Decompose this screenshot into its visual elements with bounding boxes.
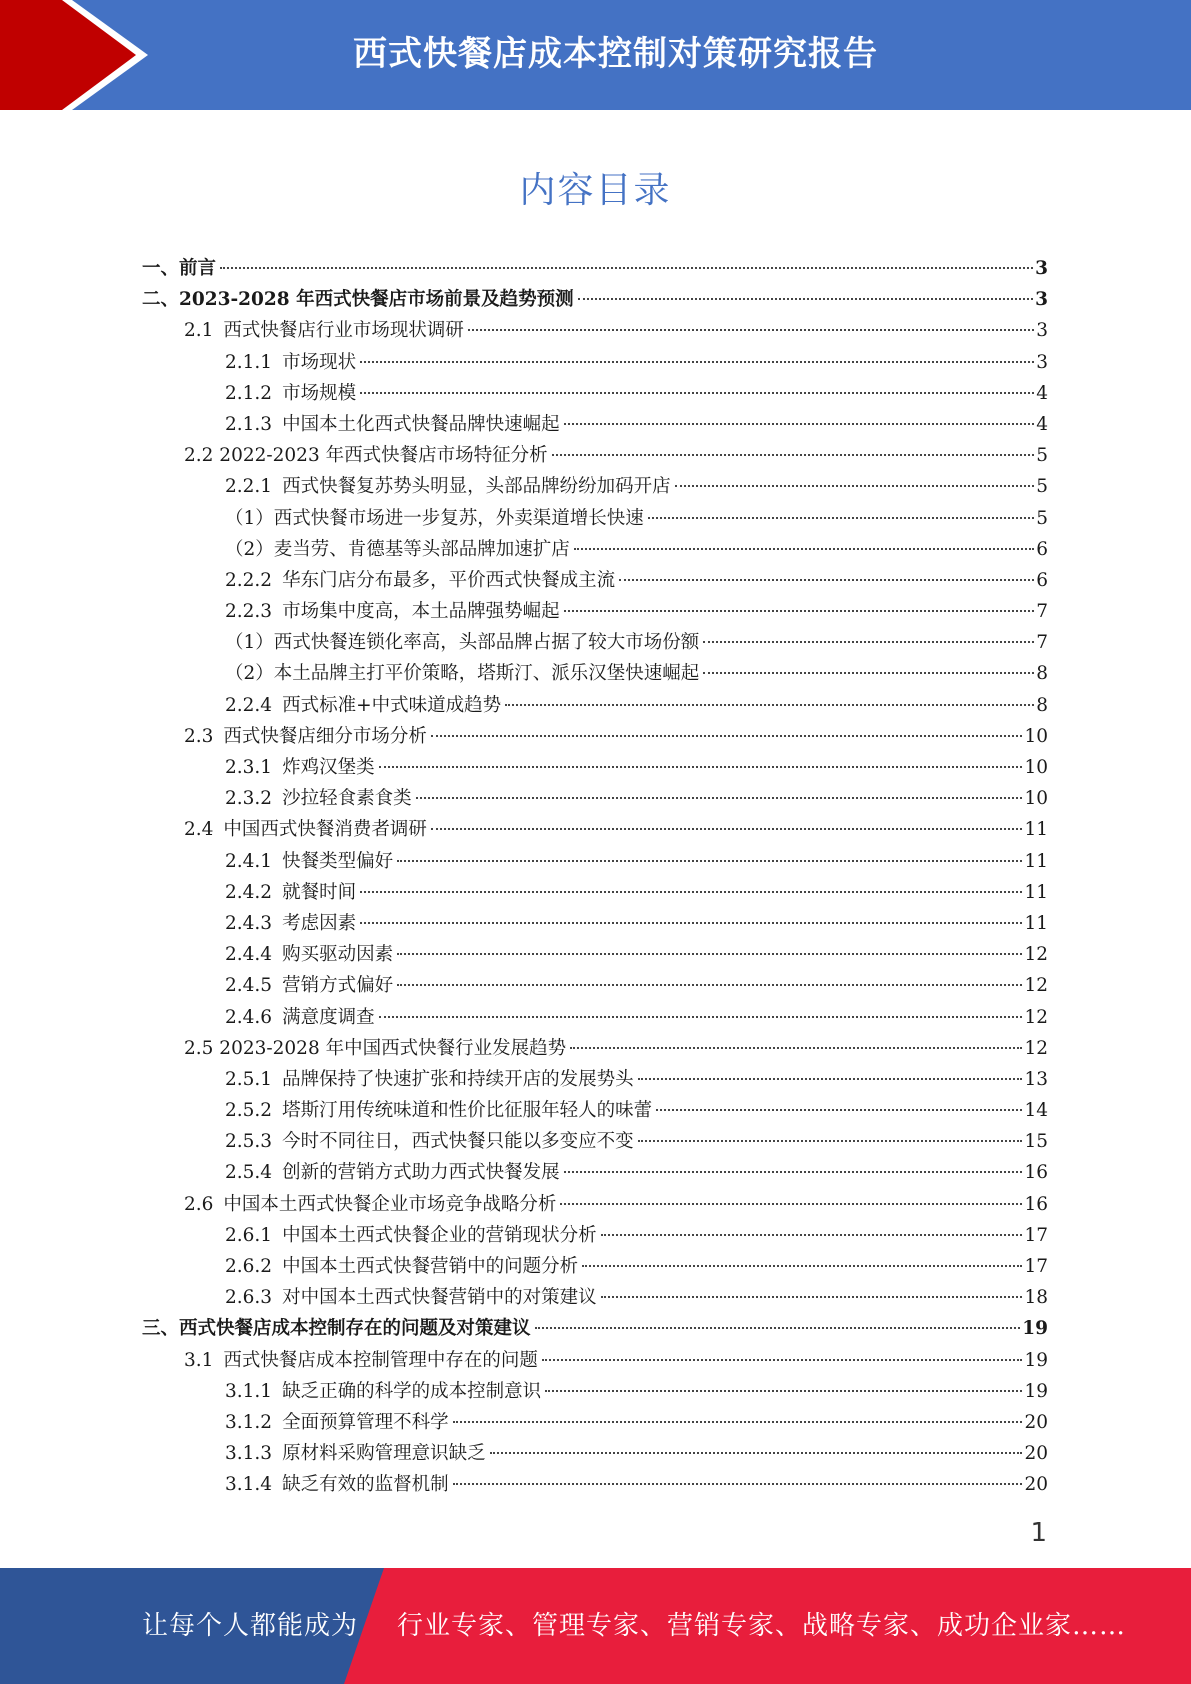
toc-dot-leader [360,392,1034,394]
toc-entry[interactable] [142,1407,1048,1438]
toc-entry-label [225,1126,634,1157]
toc-entry-page: 3 [1036,320,1048,342]
toc-entry-text: 炸鸡汉堡类 [282,757,375,778]
toc-entry-text: 西式快餐复苏势头明显，头部品牌纷纷加码开店 [282,476,671,498]
toc-entry-page: 8 [1036,694,1048,716]
toc-entry[interactable] [142,970,1048,1001]
toc-entry-page: 14 [1024,1100,1048,1122]
toc-entry-number: 2.6.1 [225,1224,273,1246]
toc-dot-leader [601,1234,1023,1236]
toc-entry-text: （1）西式快餐连锁化率高，头部品牌占据了较大市场份额 [225,632,700,654]
toc-entry-text: 2023-2028 年西式快餐店市场前景及趋势预测 [179,289,574,311]
toc-entry-text: 西式快餐店成本控制存在的问题及对策建议 [179,1318,531,1340]
toc-dot-leader [542,1359,1023,1361]
toc-entry-label [142,284,574,315]
footer-slogan-right: 行业专家、管理专家、营销专家、战略专家、成功企业家…… [397,1611,1127,1641]
toc-entry-text: 市场现状 [282,351,357,373]
toc-entry-label [225,627,699,658]
toc-entry-page: 19 [1022,1318,1048,1340]
toc-entry-text: 塔斯汀用传统味道和性价比征服年轻人的味蕾 [282,1100,653,1122]
toc-entry-page: 13 [1024,1068,1048,1090]
toc-entry-label [184,315,464,346]
toc-dot-leader [574,548,1034,550]
toc-entry-label [225,783,412,814]
toc-entry-number: 3.1.2 [225,1411,273,1433]
toc-entry-page: 8 [1036,663,1048,685]
toc-dot-leader [703,672,1034,674]
toc-entry-text: 西式快餐店行业市场现状调研 [223,320,464,342]
report-header [0,0,1191,110]
toc-entry-text: 西式标准+中式味道成趋势 [282,694,502,716]
toc-dot-leader [675,485,1035,487]
toc-entry-text: 华东门店分布最多，平价西式快餐成主流 [282,569,616,591]
report-footer [0,1568,1191,1684]
toc-dot-leader [453,1421,1023,1423]
toc-entry[interactable] [142,440,1048,471]
toc-entry-page: 20 [1024,1411,1048,1433]
toc-entry[interactable] [142,409,1048,440]
toc-entry[interactable] [142,1282,1048,1313]
toc-entry-page: 17 [1024,1256,1048,1277]
toc-dot-leader [416,797,1023,799]
toc-entry[interactable] [142,1220,1048,1251]
toc-dot-leader [578,298,1034,300]
toc-entry-number: 2.2.4 [225,694,273,716]
toc-entry-number: 2.1.2 [225,382,273,404]
toc-entry-text: （1）西式快餐市场进一步复苏，外卖渠道增长快速 [225,507,644,529]
toc-entry-page: 20 [1024,1443,1048,1465]
toc-dot-leader [552,454,1035,456]
toc-dot-leader [431,735,1023,737]
toc-entry-page: 3 [1035,289,1048,311]
toc-dot-leader [505,704,1034,706]
toc-entry-number: 2.3 [184,725,214,747]
toc-entry-number: 2.6 [184,1193,214,1215]
toc-dot-leader [397,953,1022,955]
toc-entry-label [142,253,216,284]
toc-entry[interactable] [142,596,1048,627]
toc-entry[interactable] [142,1126,1048,1157]
toc-entry-text: 考虑因素 [282,912,357,934]
toc-entry-number: 2.1.3 [225,413,273,435]
toc-entry-page: 17 [1024,1224,1048,1246]
toc-entry-label [225,1220,597,1251]
toc-entry-page: 12 [1024,975,1048,997]
toc-entry-page: 11 [1024,912,1048,934]
toc-entry[interactable] [142,347,1048,378]
toc-entry-label [184,721,427,752]
toc-entry-label [184,440,548,471]
toc-entry-text: 中国本土西式快餐营销中的问题分析 [282,1256,579,1277]
toc-entry-number: 2.2.3 [225,601,273,623]
toc-dot-leader [379,1016,1023,1018]
toc-entry[interactable] [142,378,1048,409]
toc-entry-page: 7 [1036,601,1048,623]
toc-entry-page: 3 [1036,351,1048,373]
toc-entry-label [225,1376,541,1407]
toc-entry-number: 2.1 [184,320,214,342]
toc-dot-leader [601,1296,1023,1298]
toc-entry-text: 前言 [179,258,217,279]
toc-entry-number: 2.4.1 [225,850,273,872]
toc-entry-number: 2.3.2 [225,788,273,810]
toc-entry-text: 2.5 2023-2028 年中国西式快餐行业发展趋势 [184,1037,567,1059]
toc-dot-leader [638,1078,1023,1080]
toc-entry[interactable] [142,534,1048,565]
toc-entry[interactable] [142,721,1048,752]
toc-dot-leader [397,984,1022,986]
toc-entry-label [225,1064,634,1095]
toc-entry-label [225,409,560,440]
toc-entry-page: 10 [1024,788,1048,810]
toc-entry-page: 5 [1036,476,1048,498]
toc-entry-number: 2.4.5 [225,975,273,997]
toc-entry-label [225,378,356,409]
toc-entry-text: 创新的营销方式助力西式快餐发展 [282,1162,560,1184]
toc-entry-page: 6 [1036,569,1048,591]
toc-dot-leader [656,1109,1022,1111]
toc-entry-text: 市场集中度高，本土品牌强势崛起 [282,601,560,623]
toc-entry[interactable] [142,908,1048,939]
toc-entry-label [225,970,393,1001]
toc-entry-number: 3.1 [184,1349,214,1371]
toc-entry-label [225,347,356,378]
toc-entry[interactable] [142,814,1048,845]
toc-entry-text: 沙拉轻食素食类 [282,788,412,810]
toc-entry-text: 中国西式快餐消费者调研 [223,819,427,841]
toc-entry-text: 缺乏有效的监督机制 [282,1474,449,1496]
toc-entry[interactable] [142,1438,1048,1469]
toc-entry-label [184,814,427,845]
toc-entry[interactable] [142,1345,1048,1376]
toc-entry-text: 市场规模 [282,382,357,404]
toc-entry[interactable] [142,284,1048,315]
toc-entry-number: 2.5.1 [225,1068,273,1090]
toc-entry-label [142,1313,531,1344]
toc-entry-number: 2.2.1 [225,476,273,498]
toc-entry-number: 2.1.1 [225,351,273,373]
toc-entry-number: 2.2.2 [225,569,273,591]
toc-entry-text: 对中国本土西式快餐营销中的对策建议 [282,1287,597,1309]
toc-dot-leader [379,766,1023,768]
toc-entry[interactable] [142,503,1048,534]
toc-entry-page: 10 [1024,725,1048,747]
toc-entry-text: 全面预算管理不科学 [282,1411,449,1433]
toc-entry-page: 7 [1036,632,1048,654]
toc-entry-page: 12 [1024,1037,1048,1059]
toc-dot-leader [535,1327,1021,1329]
toc-entry[interactable] [142,1189,1048,1220]
toc-dot-leader [564,1171,1023,1173]
toc-dot-leader [360,361,1034,363]
toc-entry[interactable] [142,1376,1048,1407]
toc-entry-label [225,877,356,908]
toc-entry-number: 2.4.6 [225,1006,273,1028]
toc-dot-leader [560,1203,1022,1205]
toc-entry-label [184,1345,538,1376]
toc-dot-leader [360,922,1022,924]
toc-entry[interactable] [142,877,1048,908]
toc-entry-text: 品牌保持了快速扩张和持续开店的发展势头 [282,1068,634,1090]
toc-dot-leader [703,641,1034,643]
toc-entry[interactable] [142,627,1048,658]
toc-entry-label [225,596,560,627]
toc-entry-page: 11 [1024,850,1048,872]
toc-dot-leader [468,329,1034,331]
toc-dot-leader [648,517,1034,519]
toc-entry-number: 3.1.3 [225,1443,273,1465]
toc-entry[interactable] [142,1002,1048,1033]
toc-entry-text: 今时不同往日，西式快餐只能以多变应不变 [282,1131,634,1153]
toc-entry-text: 中国本土化西式快餐品牌快速崛起 [282,413,560,435]
toc-entry-label [225,565,615,596]
toc-entry-page: 6 [1036,538,1048,560]
toc-entry-text: 满意度调查 [282,1006,375,1028]
toc-entry-label [184,1189,556,1220]
toc-entry-text: 营销方式偏好 [282,975,394,997]
toc-entry[interactable] [142,1033,1048,1064]
toc-entry-label [225,1469,449,1500]
toc-entry-label [225,690,501,721]
page-number: 1 [1030,1518,1047,1548]
toc-entry[interactable] [142,253,1048,284]
toc-entry[interactable] [142,1251,1048,1282]
toc-entry[interactable] [142,471,1048,502]
toc-entry-label [225,1002,375,1033]
toc-entry-label [225,1251,578,1282]
toc-entry-page: 10 [1024,757,1048,778]
toc-dot-leader [564,610,1035,612]
toc-entry-text: 西式快餐店细分市场分析 [223,725,427,747]
toc-entry-number: 2.4 [184,819,214,841]
toc-dot-leader [431,828,1023,830]
toc-entry-text: 2.2 2022-2023 年西式快餐店市场特征分析 [184,445,548,467]
toc-entry-page: 16 [1024,1193,1048,1215]
toc-entry-number: 一、 [142,258,180,279]
toc-entry[interactable] [142,1064,1048,1095]
toc-dot-leader [360,891,1022,893]
toc-entry-label [225,1438,486,1469]
toc-entry-text: （2）本土品牌主打平价策略，塔斯汀、派乐汉堡快速崛起 [225,663,700,685]
toc-entry-text: 原材料采购管理意识缺乏 [282,1443,486,1465]
toc-dot-leader [490,1452,1023,1454]
toc-entry-page: 20 [1024,1474,1048,1496]
toc-entry-page: 15 [1024,1131,1048,1153]
toc-entry-page: 16 [1024,1162,1048,1184]
toc-entry[interactable] [142,752,1048,783]
toc-entry-text: 西式快餐店成本控制管理中存在的问题 [223,1349,538,1371]
toc-dot-leader [564,423,1035,425]
toc-entry-label [225,1282,597,1313]
toc-entry-page: 5 [1036,507,1048,529]
toc-entry-page: 4 [1036,413,1048,435]
toc-entry-number: 三、 [142,1318,180,1340]
toc-entry-number: 2.5.2 [225,1100,273,1122]
toc-entry-label [184,1033,566,1064]
toc-entry-number: 2.4.2 [225,881,273,903]
toc-entry-text: 中国本土西式快餐企业市场竞争战略分析 [223,1193,557,1215]
report-title: 西式快餐店成本控制对策研究报告 [353,34,878,74]
toc-entry-page: 3 [1035,258,1048,279]
toc-entry-page: 4 [1036,382,1048,404]
toc-entry[interactable] [142,658,1048,689]
toc-entry[interactable] [142,846,1048,877]
toc-entry-number: 3.1.4 [225,1474,273,1496]
toc-entry-number: 3.1.1 [225,1380,273,1402]
toc-entry-number: 二、 [142,289,180,311]
toc-entry-page: 12 [1024,1006,1048,1028]
toc-entry-page: 11 [1024,881,1048,903]
toc-entry-label [225,846,393,877]
toc-entry[interactable] [142,1469,1048,1500]
footer-slogan-left: 让每个人都能成为 [142,1611,359,1641]
toc-entry-label [225,1157,560,1188]
toc-entry[interactable] [142,565,1048,596]
toc-entry[interactable] [142,1313,1048,1344]
toc-dot-leader [220,267,1033,269]
toc-entry-page: 12 [1024,944,1048,966]
toc-entry-number: 2.3.1 [225,757,273,778]
toc-entry-number: 2.5.4 [225,1162,273,1184]
toc-entry[interactable] [142,1157,1048,1188]
toc-dot-leader [570,1047,1022,1049]
toc-title: 内容目录 [519,170,672,211]
toc-entry-number: 2.6.3 [225,1287,273,1309]
toc-entry-label [225,503,644,534]
toc-entry-label [225,1407,449,1438]
toc-entry[interactable] [142,939,1048,970]
toc-entry-page: 19 [1024,1380,1048,1402]
toc-entry-page: 11 [1024,819,1048,841]
toc-entry-label [225,939,393,970]
toc-dot-leader [619,579,1034,581]
toc-entry-label [225,908,356,939]
toc-entry[interactable] [142,315,1048,346]
toc-entry[interactable] [142,783,1048,814]
toc-entry-number: 2.4.3 [225,912,273,934]
toc-entry-text: 中国本土西式快餐企业的营销现状分析 [282,1224,597,1246]
toc-entry-number: 2.6.2 [225,1256,273,1277]
toc-entry-number: 2.5.3 [225,1131,273,1153]
toc-entry[interactable] [142,690,1048,721]
toc-entry-label [225,534,570,565]
toc-entry-label [225,471,671,502]
toc-entry-page: 19 [1024,1349,1048,1371]
table-of-contents [142,253,1048,1501]
toc-dot-leader [545,1390,1022,1392]
toc-entry-text: 购买驱动因素 [282,944,394,966]
toc-dot-leader [638,1140,1023,1142]
toc-entry-text: （2）麦当劳、肯德基等头部品牌加速扩店 [225,538,570,560]
toc-entry-text: 就餐时间 [282,881,357,903]
toc-dot-leader [582,1265,1022,1267]
toc-entry-text: 快餐类型偏好 [282,850,394,872]
toc-entry-number: 2.4.4 [225,944,273,966]
toc-entry-page: 18 [1024,1287,1048,1309]
toc-entry-label [225,658,699,689]
toc-entry-label [225,1095,652,1126]
toc-entry[interactable] [142,1095,1048,1126]
toc-dot-leader [453,1483,1023,1485]
toc-dot-leader [397,860,1022,862]
toc-entry-text: 缺乏正确的科学的成本控制意识 [282,1380,542,1402]
toc-entry-page: 5 [1036,445,1048,467]
toc-entry-label [225,752,375,783]
